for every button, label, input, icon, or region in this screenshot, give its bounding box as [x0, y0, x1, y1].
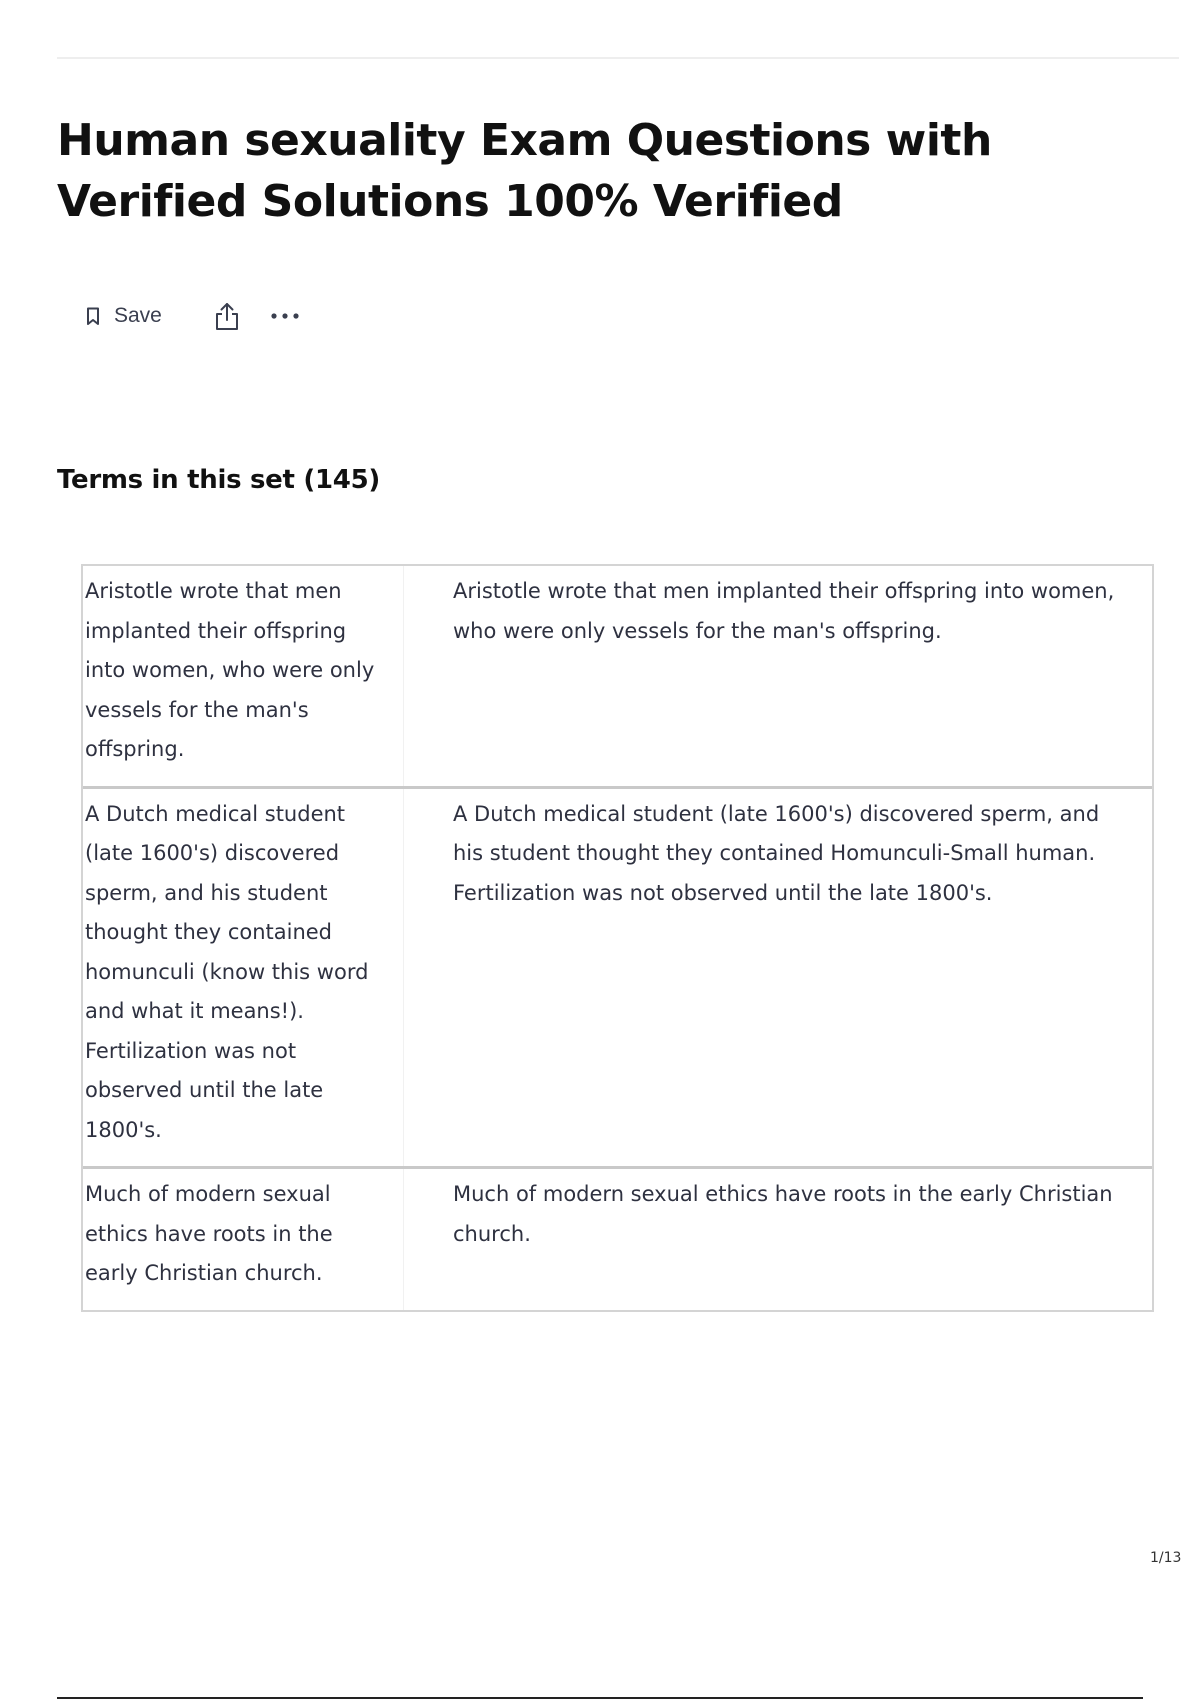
bottom-divider	[57, 1697, 1143, 1699]
term-cell: Much of modern sexual ethics have roots in the early Christian church.	[83, 1169, 404, 1310]
term-cell: A Dutch medical student (late 1600's) discovered sperm, and his student thought they contained homunculi (know this word and what it means!). Fertilization was not observed until the late 1800's.	[83, 789, 404, 1167]
table-row	[83, 1166, 1152, 1310]
terms-heading: Terms in this set (145)	[57, 465, 380, 495]
definition-cell: A Dutch medical student (late 1600's) discovered sperm, and his student thought they contained Homunculi-Small human. Fertilization was not observed until the late 1800's.	[453, 801, 1100, 905]
top-divider	[57, 57, 1179, 59]
definition-cell: Aristotle wrote that men implanted their offspring into women, who were only vessels for the man's offspring.	[453, 579, 1115, 643]
table-row	[83, 566, 1152, 786]
terms-table	[81, 564, 1154, 1312]
more-options-icon	[270, 312, 300, 320]
save-label: Save	[114, 304, 162, 327]
save-button[interactable]	[86, 304, 162, 328]
table-row	[83, 786, 1152, 1167]
toolbar	[86, 296, 300, 336]
bookmark-icon	[86, 307, 100, 326]
definition-cell: Much of modern sexual ethics have roots in the early Christian church.	[453, 1182, 1113, 1246]
more-options-button[interactable]	[270, 312, 300, 320]
page-number: 1/13	[1150, 1550, 1182, 1566]
share-icon	[214, 301, 240, 331]
term-cell: Aristotle wrote that men implanted their offspring into women, who were only vessels for the man's offspring.	[83, 566, 404, 786]
page-title: Human sexuality Exam Questions with Verified Solutions 100% Verified	[57, 115, 992, 227]
share-button[interactable]	[214, 301, 240, 331]
